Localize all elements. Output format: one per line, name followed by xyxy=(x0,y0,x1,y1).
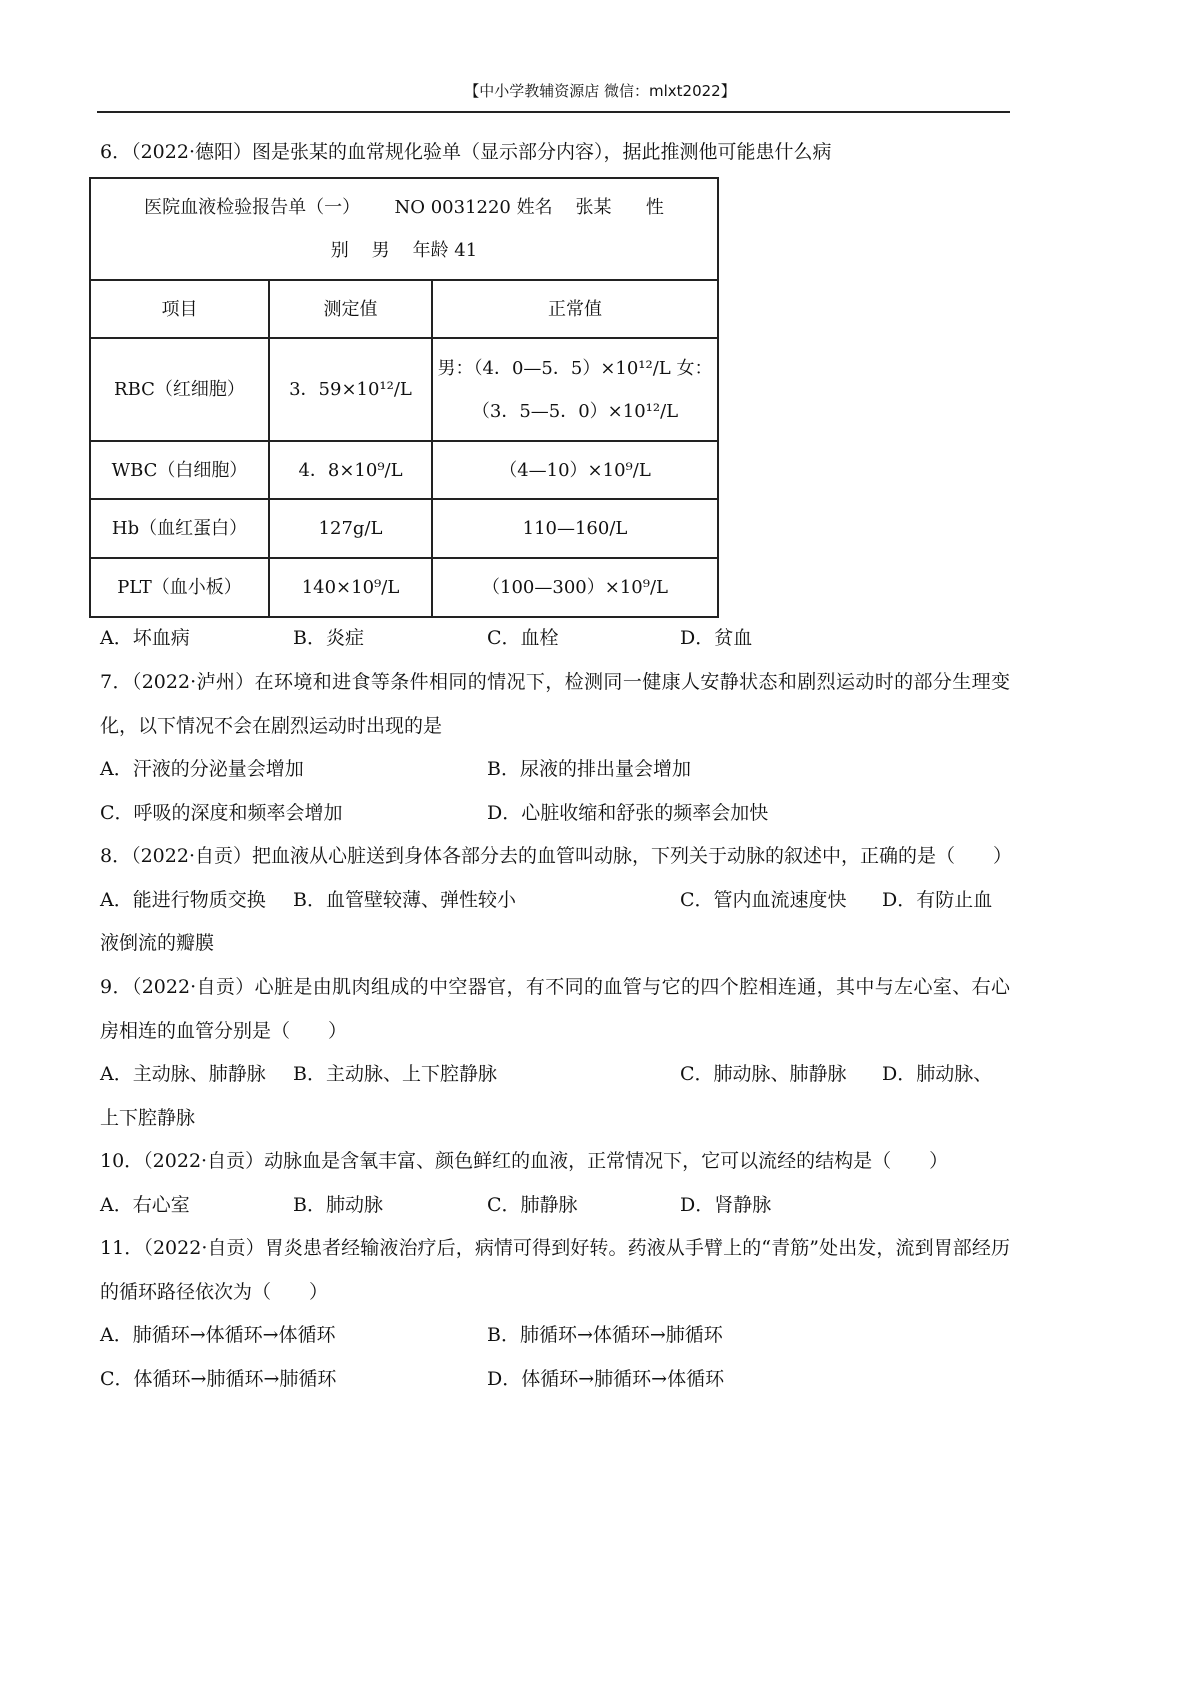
question-8-stem: 8．（2022·自贡）把血液从心脏送到身体各部分去的血管叫动脉，下列关于动脉的叙述中，正确的是（ ） xyxy=(100,845,1012,867)
table-header-item: 项目 xyxy=(90,280,269,338)
question-7 xyxy=(100,661,1010,835)
option-d: D．肾静脉 xyxy=(680,1193,772,1216)
table-row xyxy=(90,338,718,441)
question-7-stem: 7．（2022·泸州）在环境和进食等条件相同的情况下，检测同一健康人安静状态和剧烈运动时的部分生理变化，以下情况不会在剧烈运动时出现的是 xyxy=(100,671,1010,737)
table-title-line1: 医院血液检验报告单（一） NO 0031220 姓名 张某 性 xyxy=(144,197,664,218)
option-a: A．能进行物质交换 xyxy=(100,888,266,911)
cell: （4—10）×10⁹/L xyxy=(432,441,718,499)
cell: 3．59×10¹²/L xyxy=(269,338,432,441)
blood-test-table xyxy=(89,177,719,618)
cell: 4．8×10⁹/L xyxy=(269,441,432,499)
option-b: B．主动脉、上下腔静脉 xyxy=(293,1063,497,1085)
option-c: C．管内血流速度快 xyxy=(680,888,847,911)
option-b: B．尿液的排出量会增加 xyxy=(487,758,691,780)
table-title xyxy=(90,178,718,280)
option-a: A．右心室 xyxy=(100,1193,190,1216)
page-header: 【中小学教辅资源店 微信：mlxt2022】 xyxy=(464,82,736,100)
cell xyxy=(432,338,718,441)
option-c: C．肺动脉、肺静脉 xyxy=(680,1063,847,1085)
cell: 127g/L xyxy=(269,499,432,558)
option-a: A．主动脉、肺静脉 xyxy=(100,1063,266,1085)
question-9 xyxy=(100,966,1010,1140)
table-row xyxy=(90,441,718,499)
question-10 xyxy=(100,1140,1010,1227)
option-b: B．炎症 xyxy=(293,627,364,649)
cell-line: 男：（4．0—5．5）×10¹²/L 女： xyxy=(437,357,713,379)
option-a: A．坏血病 xyxy=(100,627,190,649)
header-divider xyxy=(97,111,1010,113)
table-title-line2: 别 男 年龄 41 xyxy=(330,240,478,261)
cell: WBC（白细胞） xyxy=(90,441,269,499)
question-6-options xyxy=(100,617,1010,661)
option-c: C．呼吸的深度和频率会增加 xyxy=(100,801,343,824)
question-9-stem: 9．（2022·自贡）心脏是由肌肉组成的中空器官，有不同的血管与它的四个腔相连通，其中与左心室、右心房相连的血管分别是（ ） xyxy=(100,976,1010,1042)
option-d: D．肺动脉、上下腔静脉 xyxy=(100,1063,993,1129)
cell-line: （3．5—5．0）×10¹²/L xyxy=(471,400,679,422)
cell: PLT（血小板） xyxy=(90,558,269,617)
option-c: C．血栓 xyxy=(487,627,559,649)
option-b: B．肺动脉 xyxy=(293,1193,383,1216)
option-a: A．肺循环→体循环→体循环 xyxy=(100,1324,336,1346)
option-b: B．肺循环→体循环→肺循环 xyxy=(487,1324,723,1346)
option-d: D．心脏收缩和舒张的频率会加快 xyxy=(487,801,769,824)
question-8 xyxy=(100,835,1010,966)
table-row xyxy=(90,558,718,617)
option-b: B．血管壁较薄、弹性较小 xyxy=(293,888,516,911)
option-c: C．肺静脉 xyxy=(487,1193,578,1216)
cell: RBC（红细胞） xyxy=(90,338,269,441)
table-header-normal: 正常值 xyxy=(432,280,718,338)
question-11-stem: 11．（2022·自贡）胃炎患者经输液治疗后，病情可得到好转。药液从手臂上的“青筋”处出发，流到胃部经历的循环路径依次为（ ） xyxy=(100,1237,1010,1303)
cell: （100—300）×10⁹/L xyxy=(432,558,718,617)
option-c: C．体循环→肺循环→肺循环 xyxy=(100,1367,337,1390)
option-d: D．体循环→肺循环→体循环 xyxy=(487,1367,725,1390)
option-d: D．贫血 xyxy=(680,627,753,649)
question-11 xyxy=(100,1227,1010,1401)
option-d: D．有防止血液倒流的瓣膜 xyxy=(100,888,993,954)
cell: Hb（血红蛋白） xyxy=(90,499,269,558)
table-header-measured: 测定值 xyxy=(269,280,432,338)
table-row xyxy=(90,499,718,558)
cell: 140×10⁹/L xyxy=(269,558,432,617)
question-6-stem: 6．（2022·德阳）图是张某的血常规化验单（显示部分内容），据此推测他可能患什么病 xyxy=(100,141,832,163)
question-10-stem: 10．（2022·自贡）动脉血是含氧丰富、颜色鲜红的血液，正常情况下，它可以流经的结构是（ ） xyxy=(100,1150,949,1172)
cell: 110—160/L xyxy=(432,499,718,558)
option-a: A．汗液的分泌量会增加 xyxy=(100,758,304,780)
